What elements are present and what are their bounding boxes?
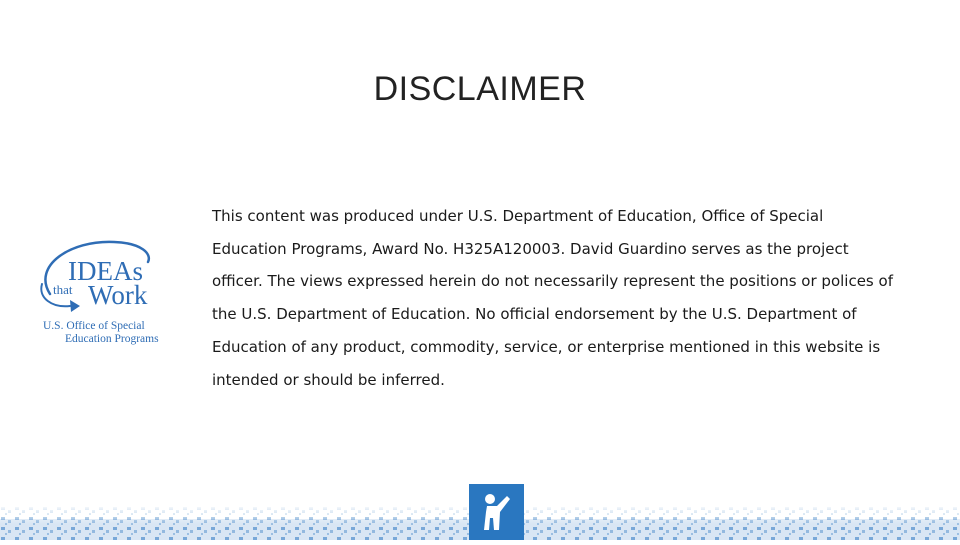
slide-title: DISCLAIMER <box>373 70 587 108</box>
disclaimer-text: This content was produced under U.S. Department of Education, Office of Special Education Programs, Award No. H325A120003. David Guardino serves as the project officer. The views expressed herein do not necessarily represent the positions or polices of the U.S. Department of Education. No official endorsement by the U.S. Department of Education of any product, commodity, service, or enterprise mentioned in this website is intended or should be inferred. <box>212 207 893 389</box>
logo-arrowhead <box>70 300 80 312</box>
logo-word-work: Work <box>88 280 148 310</box>
logo-word-ideas: IDEAs <box>68 256 143 286</box>
logo-word-that: that <box>53 282 73 297</box>
logo-caption-2: Education Programs <box>65 333 159 345</box>
logo-caption-1: U.S. Office of Special <box>43 320 145 332</box>
ideas-that-work-logo <box>30 236 180 351</box>
person-raising-hand-icon <box>469 484 524 540</box>
